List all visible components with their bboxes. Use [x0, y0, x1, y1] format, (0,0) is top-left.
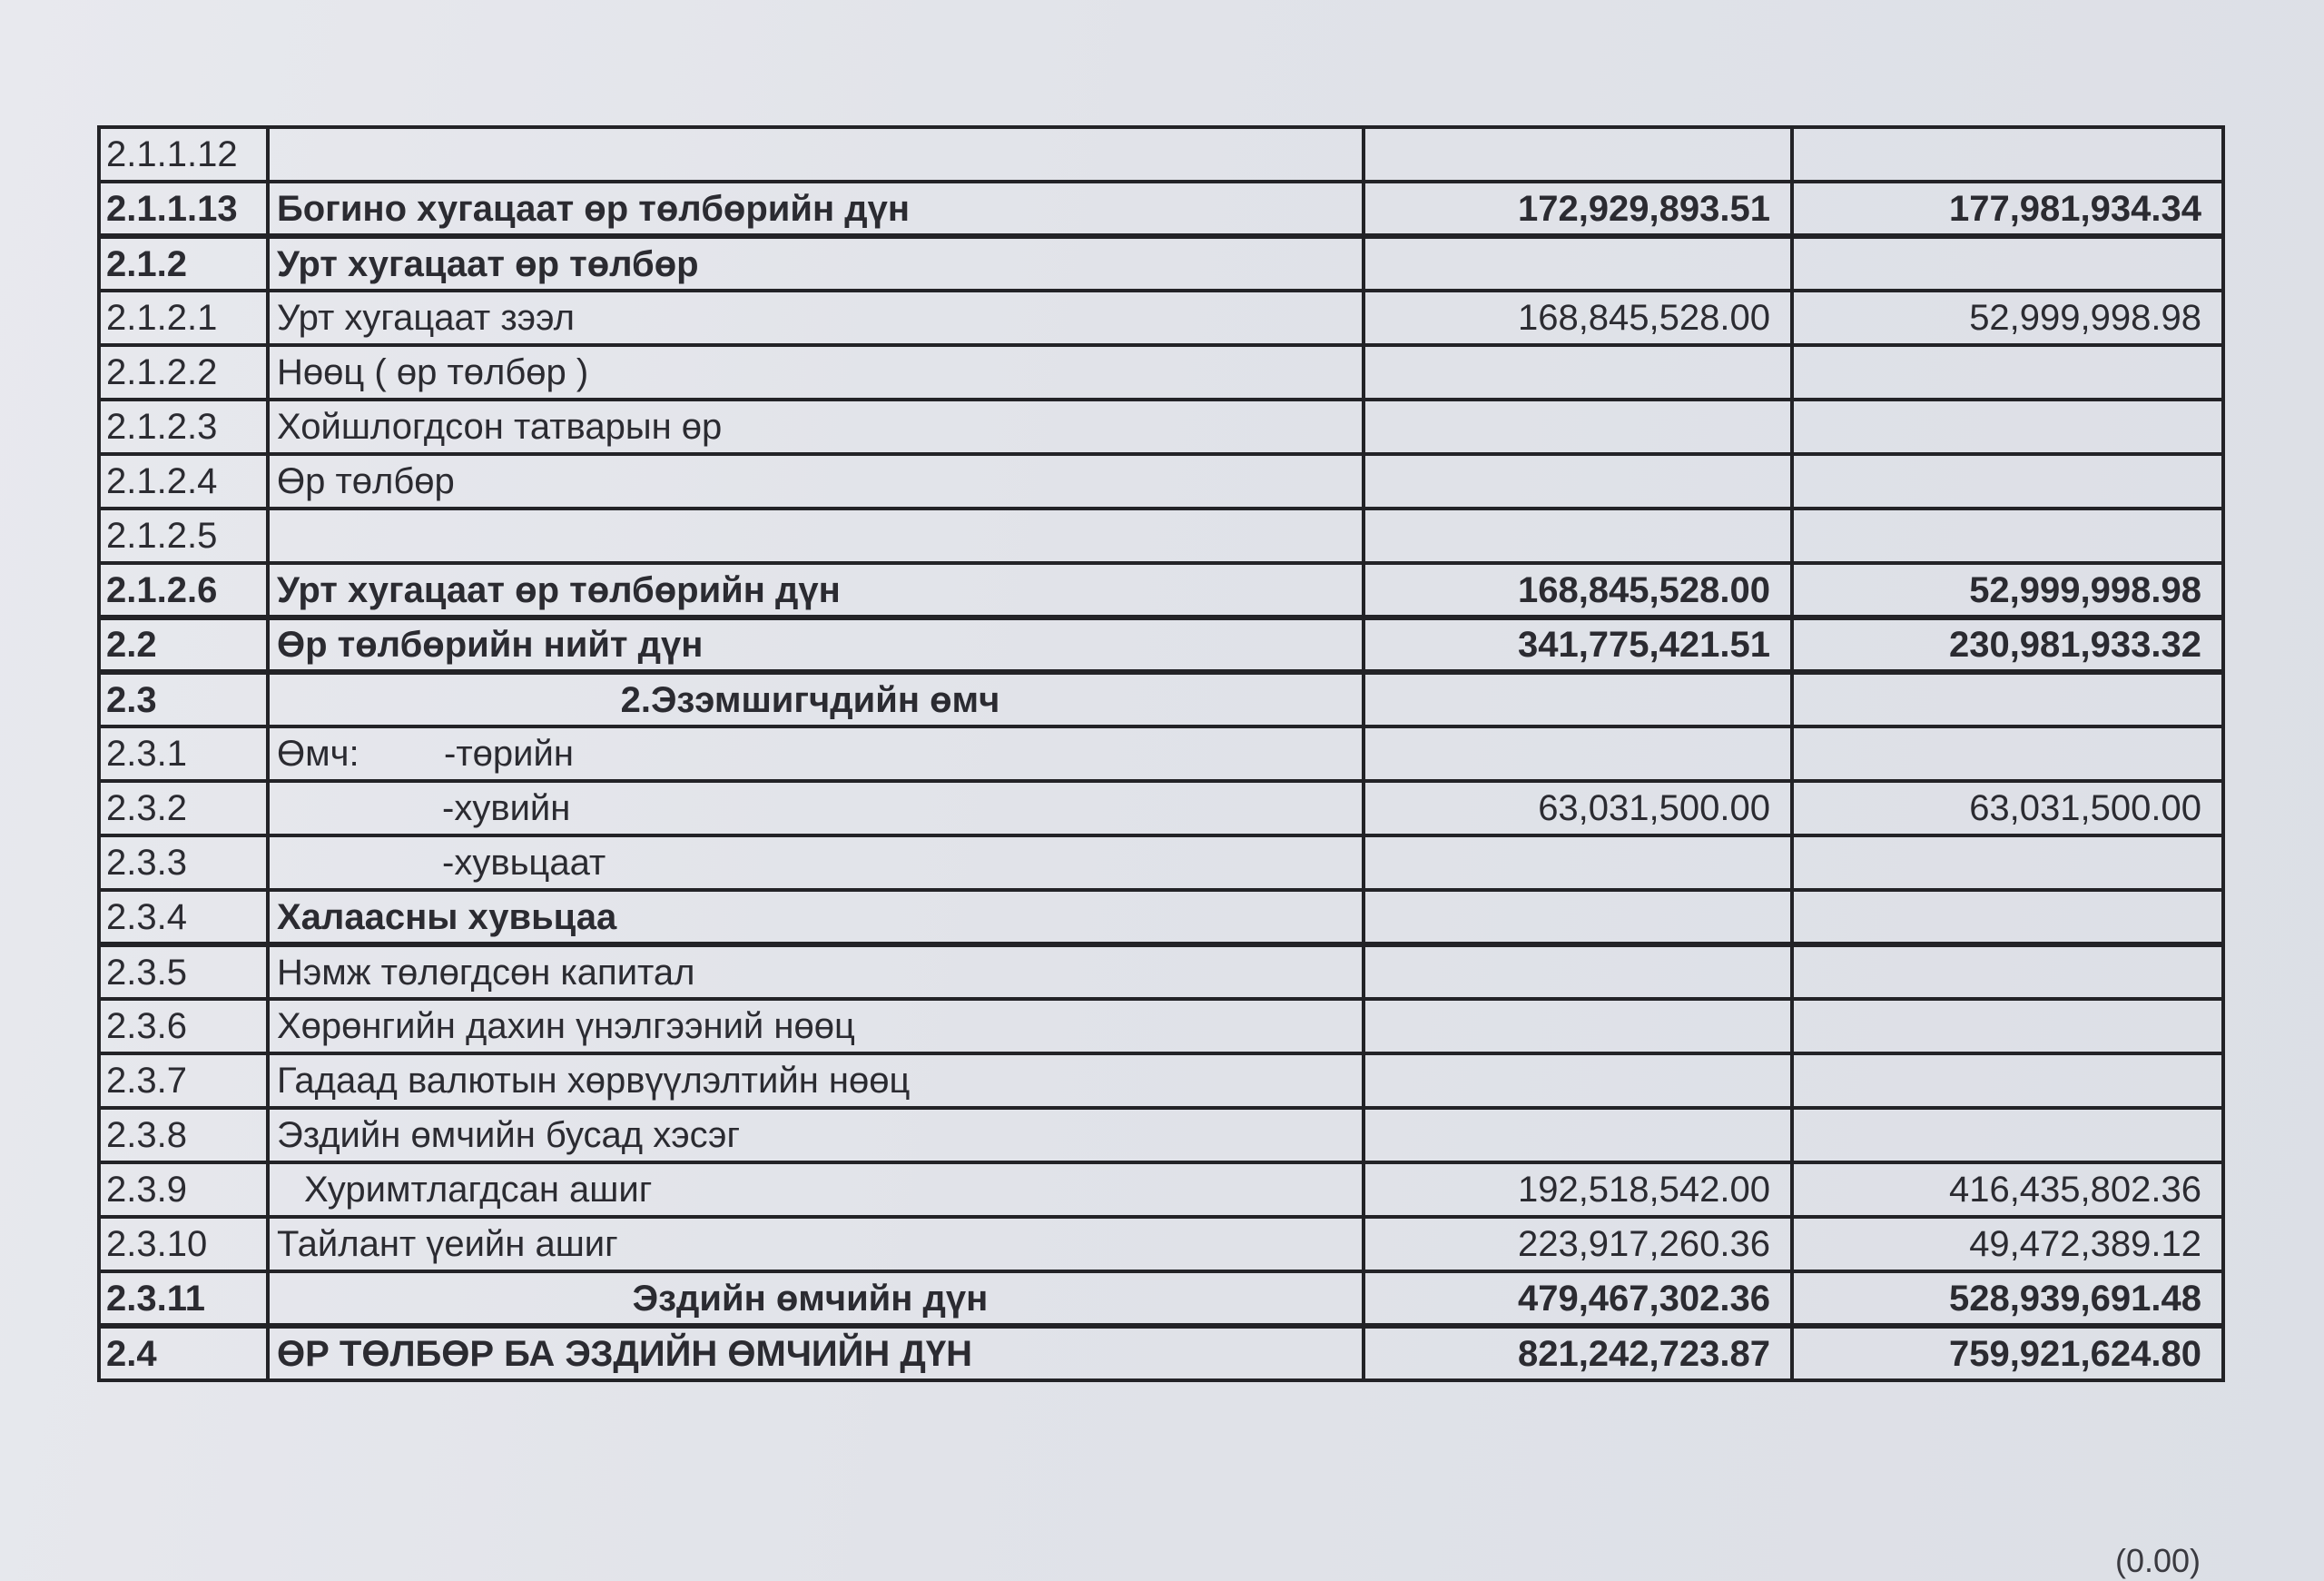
- value-previous: 49,472,389.12: [1792, 1217, 2223, 1271]
- value-previous: [1792, 726, 2223, 781]
- row-name: ӨР ТӨЛБӨР БА ЭЗДИЙН ӨМЧИЙН ДҮН: [268, 1326, 1364, 1380]
- row-code: 2.3.2: [99, 781, 268, 835]
- table-row: [99, 1217, 2223, 1271]
- value-current: [1364, 236, 1792, 291]
- value-current: 192,518,542.00: [1364, 1162, 1792, 1217]
- row-code: 2.3.9: [99, 1162, 268, 1217]
- balance-sheet-table: [97, 125, 2225, 1382]
- value-previous: [1792, 127, 2223, 182]
- row-code: 2.1.2.1: [99, 291, 268, 345]
- value-current: [1364, 1108, 1792, 1162]
- row-code: 2.3.6: [99, 999, 268, 1053]
- table-row: [99, 781, 2223, 835]
- row-code: 2.3.3: [99, 835, 268, 890]
- row-name: Өр төлбөрийн нийт дүн: [268, 618, 1364, 672]
- table-row: [99, 726, 2223, 781]
- row-code: 2.3.10: [99, 1217, 268, 1271]
- table-row: [99, 127, 2223, 182]
- row-name: Тайлант үеийн ашиг: [268, 1217, 1364, 1271]
- value-current: 168,845,528.00: [1364, 291, 1792, 345]
- value-previous: [1792, 509, 2223, 563]
- row-code: 2.1.2.6: [99, 563, 268, 618]
- ownership-label: Өмч:: [277, 734, 359, 774]
- value-previous: 416,435,802.36: [1792, 1162, 2223, 1217]
- value-previous: [1792, 236, 2223, 291]
- value-current: [1364, 999, 1792, 1053]
- value-current: [1364, 400, 1792, 454]
- row-code: 2.1.2: [99, 236, 268, 291]
- value-current: 821,242,723.87: [1364, 1326, 1792, 1380]
- value-previous: [1792, 835, 2223, 890]
- row-code: 2.1.2.5: [99, 509, 268, 563]
- row-name: -хувийн: [268, 781, 1364, 835]
- row-code: 2.1.1.12: [99, 127, 268, 182]
- value-previous: 52,999,998.98: [1792, 563, 2223, 618]
- value-current: 172,929,893.51: [1364, 182, 1792, 236]
- value-previous: 63,031,500.00: [1792, 781, 2223, 835]
- section-heading: 2.Эзэмшигчдийн өмч: [268, 672, 1364, 726]
- value-current: [1364, 127, 1792, 182]
- value-previous: 528,939,691.48: [1792, 1271, 2223, 1326]
- table-row-section: [99, 236, 2223, 291]
- value-previous: 230,981,933.32: [1792, 618, 2223, 672]
- row-name: Эздийн өмчийн дүн: [268, 1271, 1364, 1326]
- table-row-subtotal: [99, 182, 2223, 236]
- value-current: [1364, 835, 1792, 890]
- row-name: Хөрөнгийн дахин үнэлгээний нөөц: [268, 999, 1364, 1053]
- row-code: 2.3.8: [99, 1108, 268, 1162]
- value-current: [1364, 726, 1792, 781]
- ownership-type: -төрийн: [444, 734, 574, 774]
- table-row-grand-total: [99, 1326, 2223, 1380]
- row-name: Эздийн өмчийн бусад хэсэг: [268, 1108, 1364, 1162]
- row-code: 2.1.1.13: [99, 182, 268, 236]
- row-name: Хойшлогдсон татварын өр: [268, 400, 1364, 454]
- row-code: 2.3.7: [99, 1053, 268, 1108]
- row-name: Гадаад валютын хөрвүүлэлтийн нөөц: [268, 1053, 1364, 1108]
- row-name: Халаасны хувьцаа: [268, 890, 1364, 944]
- value-current: 168,845,528.00: [1364, 563, 1792, 618]
- table-row: [99, 890, 2223, 944]
- value-current: [1364, 454, 1792, 509]
- value-previous: [1792, 999, 2223, 1053]
- value-previous: [1792, 400, 2223, 454]
- table-row: [99, 291, 2223, 345]
- row-name: [268, 127, 1364, 182]
- row-code: 2.3: [99, 672, 268, 726]
- table-row-total: [99, 618, 2223, 672]
- row-code: 2.2: [99, 618, 268, 672]
- row-code: 2.3.11: [99, 1271, 268, 1326]
- row-name: Нэмж төлөгдсөн капитал: [268, 944, 1364, 999]
- row-name: Богино хугацаат өр төлбөрийн дүн: [268, 182, 1364, 236]
- value-previous: 52,999,998.98: [1792, 291, 2223, 345]
- value-current: 341,775,421.51: [1364, 618, 1792, 672]
- value-previous: [1792, 345, 2223, 400]
- value-current: [1364, 509, 1792, 563]
- row-name: [268, 509, 1364, 563]
- row-code: 2.3.5: [99, 944, 268, 999]
- table-row: [99, 1108, 2223, 1162]
- row-name: Өр төлбөр: [268, 454, 1364, 509]
- value-current: [1364, 944, 1792, 999]
- table-row-subtotal: [99, 563, 2223, 618]
- value-current: [1364, 672, 1792, 726]
- row-name: Урт хугацаат өр төлбөрийн дүн: [268, 563, 1364, 618]
- table-row: [99, 454, 2223, 509]
- table-row: [99, 400, 2223, 454]
- table-row: [99, 1162, 2223, 1217]
- value-previous: [1792, 1108, 2223, 1162]
- row-name: Урт хугацаат зээл: [268, 291, 1364, 345]
- value-current: [1364, 1053, 1792, 1108]
- table-row: [99, 999, 2223, 1053]
- value-previous: [1792, 944, 2223, 999]
- value-previous: [1792, 454, 2223, 509]
- row-name: -хувьцаат: [268, 835, 1364, 890]
- table-row-subtotal: [99, 1271, 2223, 1326]
- row-code: 2.4: [99, 1326, 268, 1380]
- balance-difference-note: (0.00): [2115, 1542, 2201, 1579]
- row-code: 2.1.2.4: [99, 454, 268, 509]
- row-code: 2.3.4: [99, 890, 268, 944]
- table-row: [99, 509, 2223, 563]
- value-previous: [1792, 890, 2223, 944]
- value-current: 63,031,500.00: [1364, 781, 1792, 835]
- value-previous: [1792, 1053, 2223, 1108]
- table-row: [99, 944, 2223, 999]
- value-current: [1364, 890, 1792, 944]
- value-current: 223,917,260.36: [1364, 1217, 1792, 1271]
- row-name: Урт хугацаат өр төлбөр: [268, 236, 1364, 291]
- table-row-section: [99, 672, 2223, 726]
- value-current: 479,467,302.36: [1364, 1271, 1792, 1326]
- row-name: Хуримтлагдсан ашиг: [268, 1162, 1364, 1217]
- value-previous: 759,921,624.80: [1792, 1326, 2223, 1380]
- table-row: [99, 1053, 2223, 1108]
- value-previous: [1792, 672, 2223, 726]
- row-code: 2.1.2.2: [99, 345, 268, 400]
- table-row: [99, 835, 2223, 890]
- value-current: [1364, 345, 1792, 400]
- table-row: [99, 345, 2223, 400]
- row-name: [268, 726, 1364, 781]
- row-code: 2.3.1: [99, 726, 268, 781]
- value-previous: 177,981,934.34: [1792, 182, 2223, 236]
- row-code: 2.1.2.3: [99, 400, 268, 454]
- row-name: Нөөц ( өр төлбөр ): [268, 345, 1364, 400]
